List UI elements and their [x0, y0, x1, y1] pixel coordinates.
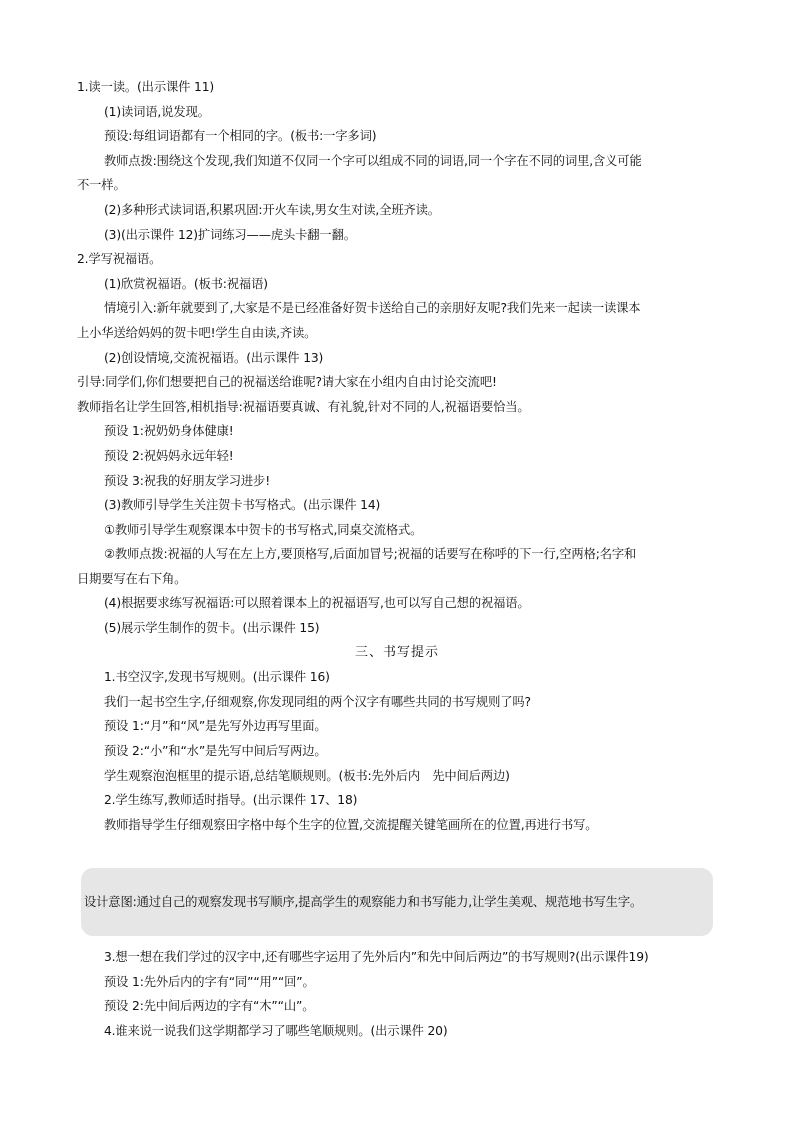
text-line: 引导:同学们,你们想要把自己的祝福送给谁呢?请大家在小组内自由讨论交流吧!	[77, 375, 497, 390]
text-line: 日期要写在右下角。	[77, 571, 187, 586]
text-line: (2)创设情境,交流祝福语。(出示课件 13)	[104, 350, 324, 365]
design-intent-text: 设计意图:通过自己的观察发现书写顺序,提高学生的观察能力和书写能力,让学生美观、规范地书写生字。	[84, 895, 643, 909]
text-line: ①教师引导学生观察课本中贺卡的书写格式,同桌交流格式。	[104, 522, 423, 537]
text-line: 教师指名让学生回答,相机指导:祝福语要真诚、有礼貌,针对不同的人,祝福语要恰当。	[77, 399, 530, 414]
text-line: 学生观察泡泡框里的提示语,总结笔顺规则。(板书:先外后内 先中间后两边)	[104, 768, 510, 783]
text-line: (5)展示学生制作的贺卡。(出示课件 15)	[104, 621, 320, 636]
text-line: 预设 2:祝妈妈永远年轻!	[104, 448, 234, 463]
text-line: 预设 1:先外后内的字有“同”“用”“回”。	[104, 974, 315, 989]
text-line: (4)根据要求练写祝福语:可以照着课本上的祝福语写,也可以写自己想的祝福语。	[104, 596, 530, 611]
text-line: 教师指导学生仔细观察田字格中每个生字的位置,交流提醒关键笔画所在的位置,再进行书写。	[104, 817, 598, 832]
text-line: (1)读词语,说发现。	[104, 104, 210, 119]
text-line: 预设 2:先中间后两边的字有“木”“山”。	[104, 999, 315, 1014]
text-line: 上小华送给妈妈的贺卡吧!学生自由读,齐读。	[77, 325, 317, 340]
lesson-plan-body	[77, 75, 717, 837]
text-line: 预设:每组词语都有一个相同的字。(板书:一字多词)	[104, 129, 377, 144]
text-line: 2.学写祝福语。	[77, 252, 162, 267]
text-line: 预设 2:“小”和“水”是先写中间后写两边。	[104, 744, 327, 759]
text-line: 预设 1:“月”和“风”是先写外边再写里面。	[104, 719, 327, 734]
text-line: 4.谁来说一说我们这学期都学习了哪些笔顺规则。(出示课件 20)	[104, 1023, 448, 1038]
text-line: (3)(出示课件 12)扩词练习——虎头卡翻一翻。	[104, 227, 356, 242]
text-line: 1.读一读。(出示课件 11)	[77, 80, 215, 94]
text-line: (3)教师引导学生关注贺卡书写格式。(出示课件 14)	[104, 498, 381, 513]
text-line: (2)多种形式读词语,积累巩固:开火车读,男女生对读,全班齐读。	[104, 202, 440, 217]
text-line: 不一样。	[77, 178, 126, 193]
lesson-plan-continued	[77, 945, 717, 1043]
text-line: 2.学生练写,教师适时指导。(出示课件 17、18)	[104, 793, 358, 808]
text-line: 1.书空汉字,发现书写规则。(出示课件 16)	[104, 670, 330, 685]
text-line: 我们一起书空生字,仔细观察,你发现同组的两个汉字有哪些共同的书写规则了吗?	[104, 694, 531, 709]
text-line: 3.想一想在我们学过的汉字中,还有哪些字运用了先外后内”和先中间后两边”的书写规则?(出示课件19)	[104, 950, 649, 964]
text-line: 教师点拨:围绕这个发现,我们知道不仅同一个字可以组成不同的词语,同一个字在不同的词里,含义可能	[104, 153, 642, 168]
text-line: (1)欣赏祝福语。(板书:祝福语)	[104, 276, 268, 291]
text-line: 情境引入:新年就要到了,大家是不是已经准备好贺卡送给自己的亲朋好友呢?我们先来一起读一读课本	[104, 301, 641, 316]
text-line: 预设 3:祝我的好朋友学习进步!	[104, 473, 270, 488]
section-heading: 三、书写提示	[354, 644, 439, 660]
text-line: 预设 1:祝奶奶身体健康!	[104, 424, 234, 439]
text-line: ②教师点拨:祝福的人写在左上方,要顶格写,后面加冒号;祝福的话要写在称呼的下一行,空两格;名字和	[104, 547, 637, 562]
